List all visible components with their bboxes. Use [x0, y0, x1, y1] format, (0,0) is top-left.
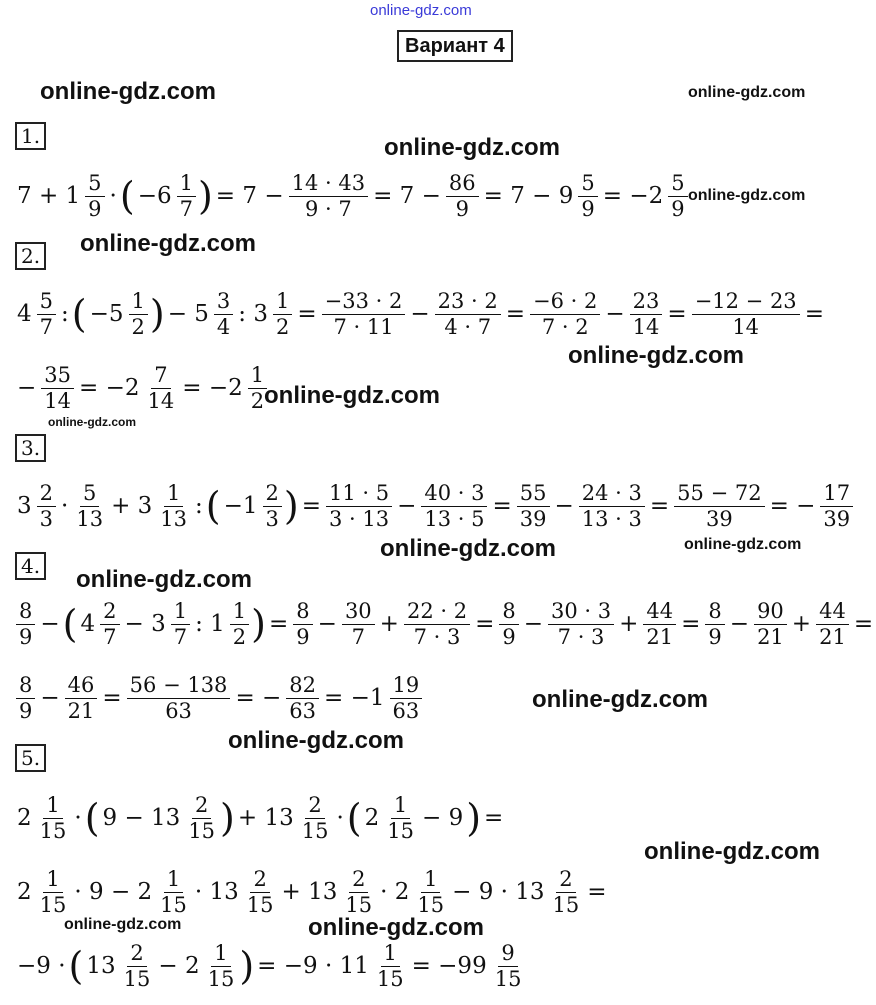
fraction-numerator: 2 — [263, 481, 282, 506]
fraction-numerator: 1 — [381, 941, 400, 966]
fraction-denominator: 13 · 5 — [424, 506, 485, 531]
fraction-denominator: 14 — [147, 388, 175, 413]
fraction-denominator: 15 — [39, 818, 67, 843]
fraction-numerator: 1 — [43, 793, 62, 818]
fraction-numerator: 1 — [177, 171, 196, 196]
fraction — [499, 599, 518, 648]
fraction-numerator: 2 — [192, 793, 211, 818]
fraction-numerator: 2 — [100, 599, 119, 624]
fraction — [421, 481, 487, 530]
open-paren: ( — [68, 944, 84, 988]
math-text: = −99 — [411, 953, 487, 979]
fraction-numerator: 5 — [668, 171, 687, 196]
fraction-denominator: 14 — [632, 314, 660, 339]
fraction — [643, 599, 676, 648]
fraction-numerator: 17 — [820, 481, 853, 506]
fraction — [263, 481, 282, 530]
fraction-denominator: 2 — [276, 314, 290, 339]
fraction — [342, 867, 375, 916]
math-text: 9 − 13 — [102, 805, 181, 831]
fraction-numerator: 3 — [214, 289, 233, 314]
fraction-denominator: 15 — [160, 892, 187, 917]
task-number: 5. — [15, 744, 46, 772]
math-text: = − — [235, 685, 282, 711]
fraction — [185, 793, 218, 842]
fraction — [244, 867, 277, 916]
math-text: = — [297, 301, 317, 327]
fraction-numerator: 8 — [16, 599, 35, 624]
math-text: = — [102, 685, 122, 711]
close-paren: ) — [149, 292, 165, 336]
fraction — [705, 599, 724, 648]
math-text: 4 — [17, 301, 32, 327]
math-line — [14, 782, 506, 854]
math-text: − — [17, 375, 37, 401]
fraction-denominator: 7 — [351, 624, 365, 649]
math-text: − 2 — [158, 953, 200, 979]
open-paren: ( — [62, 602, 78, 646]
fraction — [668, 171, 687, 220]
math-text: + 13 — [237, 805, 294, 831]
math-text: 7 + 1 — [17, 183, 81, 209]
math-text: = −2 — [79, 375, 140, 401]
watermark: online-gdz.com — [688, 84, 806, 101]
math-text: · 13 — [194, 879, 239, 905]
fraction-numerator: 22 · 2 — [404, 599, 470, 624]
fraction-denominator: 15 — [387, 818, 414, 843]
math-text: − 5 — [167, 301, 209, 327]
watermark: online-gdz.com — [40, 78, 216, 105]
fraction-denominator: 2 — [131, 314, 145, 339]
fraction-denominator: 7 — [103, 624, 117, 649]
math-text: · — [109, 183, 117, 209]
fraction-denominator: 9 — [296, 624, 310, 649]
fraction-numerator: 55 — [517, 481, 550, 506]
fraction-numerator: 44 — [643, 599, 676, 624]
fraction-numerator: 2 — [127, 941, 146, 966]
math-text: − — [40, 611, 60, 637]
fraction — [248, 363, 267, 412]
fraction-numerator: 1 — [164, 867, 183, 892]
fraction-denominator: 39 — [823, 506, 851, 531]
math-text: : 3 — [238, 301, 268, 327]
fraction-numerator: 1 — [211, 941, 230, 966]
fraction-denominator: 7 — [179, 196, 193, 221]
watermark: online-gdz.com — [684, 536, 802, 553]
fraction-numerator: 8 — [705, 599, 724, 624]
fraction-denominator: 15 — [417, 892, 445, 917]
math-text: · 2 — [380, 879, 410, 905]
math-text: − — [317, 611, 337, 637]
math-text: = −1 — [324, 685, 385, 711]
fraction-numerator: −33 · 2 — [322, 289, 406, 314]
math-line — [14, 930, 526, 1002]
fraction — [754, 599, 787, 648]
math-text: − — [410, 301, 430, 327]
fraction-numerator: 2 — [250, 867, 269, 892]
fraction-numerator: −12 − 23 — [692, 289, 800, 314]
fraction-numerator: 14 · 43 — [289, 171, 368, 196]
fraction-numerator: 82 — [286, 673, 319, 698]
math-text: − — [729, 611, 750, 637]
fraction-numerator: 24 · 3 — [579, 481, 645, 506]
watermark: online-gdz.com — [64, 916, 182, 933]
math-text: = — [492, 493, 512, 519]
fraction-denominator: 63 — [392, 698, 420, 723]
math-line — [14, 278, 827, 350]
fraction-denominator: 7 — [39, 314, 54, 339]
fraction-numerator: 8 — [293, 599, 312, 624]
fraction-denominator: 7 · 2 — [541, 314, 589, 339]
math-text: = — [269, 611, 289, 637]
fraction-denominator: 7 · 11 — [333, 314, 394, 339]
fraction — [273, 289, 292, 338]
task-number: 1. — [15, 122, 46, 150]
fraction-denominator: 9 — [708, 624, 722, 649]
fraction — [214, 289, 233, 338]
math-text: = — [853, 611, 874, 637]
math-text: : 1 — [195, 611, 225, 637]
math-text: = — [475, 611, 495, 637]
open-paren: ( — [346, 796, 362, 840]
math-text: + — [791, 611, 812, 637]
fraction-denominator: 15 — [188, 818, 216, 843]
fraction-numerator: 2 — [305, 793, 324, 818]
fraction-denominator: 15 — [552, 892, 580, 917]
fraction-numerator: 1 — [248, 363, 267, 388]
math-line — [14, 856, 610, 928]
fraction — [446, 171, 479, 220]
fraction-numerator: 1 — [391, 793, 410, 818]
fraction-denominator: 21 — [757, 624, 784, 649]
watermark: online-gdz.com — [48, 415, 136, 429]
math-text: = −9 · 11 — [257, 953, 369, 979]
watermark: online-gdz.com — [644, 838, 820, 865]
math-text: = — [804, 301, 824, 327]
math-text: 2 — [17, 879, 32, 905]
watermark: online-gdz.com — [80, 230, 256, 257]
math-text: 2 — [364, 805, 380, 831]
math-text: 13 — [86, 953, 116, 979]
fraction — [390, 673, 423, 722]
math-text: 4 — [80, 611, 96, 637]
fraction — [322, 289, 406, 338]
watermark: online-gdz.com — [384, 134, 560, 161]
fraction — [205, 941, 238, 990]
fraction-numerator: 1 — [164, 481, 183, 506]
fraction — [530, 289, 600, 338]
fraction-numerator: 5 — [80, 481, 99, 506]
fraction — [374, 941, 407, 990]
fraction-denominator: 2 — [232, 624, 247, 649]
math-text: = — [681, 611, 701, 637]
fraction — [37, 289, 56, 338]
fraction — [37, 481, 56, 530]
fraction-denominator: 9 — [581, 196, 595, 221]
fraction-denominator: 3 · 13 — [328, 506, 390, 531]
close-paren: ) — [251, 602, 266, 646]
fraction — [289, 171, 368, 220]
fraction-numerator: 2 — [37, 481, 56, 506]
math-line — [14, 352, 269, 424]
fraction — [579, 481, 645, 530]
fraction-numerator: 35 — [41, 363, 74, 388]
math-line — [14, 470, 855, 542]
fraction — [820, 481, 853, 530]
fraction-denominator: 13 — [160, 506, 188, 531]
fraction — [177, 171, 196, 220]
fraction — [16, 599, 35, 648]
fraction — [492, 941, 525, 990]
fraction — [414, 867, 447, 916]
fraction — [37, 793, 70, 842]
fraction-numerator: 1 — [43, 867, 62, 892]
fraction — [286, 673, 319, 722]
watermark: online-gdz.com — [264, 382, 440, 409]
fraction-denominator: 15 — [246, 892, 274, 917]
close-paren: ) — [239, 944, 255, 988]
fraction — [578, 171, 597, 220]
math-line — [14, 160, 690, 232]
fraction — [548, 599, 614, 648]
fraction-denominator: 63 — [289, 698, 317, 723]
fraction-denominator: 9 — [88, 196, 102, 221]
watermark: online-gdz.com — [76, 566, 252, 593]
fraction-numerator: 30 · 3 — [548, 599, 614, 624]
fraction-denominator: 2 — [250, 388, 265, 413]
math-text: − 3 — [124, 611, 166, 637]
fraction-denominator: 15 — [376, 966, 404, 991]
fraction-numerator: 1 — [230, 599, 249, 624]
math-text: − — [523, 611, 543, 637]
math-text: = — [667, 301, 687, 327]
fraction — [16, 673, 35, 722]
math-text: − — [397, 493, 417, 519]
watermark: online-gdz.com — [228, 727, 404, 754]
math-text: = — [505, 301, 526, 327]
fraction — [127, 673, 231, 722]
variant-title: Вариант 4 — [397, 30, 513, 62]
math-text: = — [649, 493, 670, 519]
math-text: : — [61, 301, 69, 327]
open-paren: ( — [205, 484, 221, 528]
fraction-numerator: 55 − 72 — [674, 481, 764, 506]
math-text: 2 — [17, 805, 32, 831]
math-text: = 7 − — [373, 183, 441, 209]
fraction-numerator: 19 — [390, 673, 423, 698]
math-text: −9 · — [17, 953, 66, 979]
fraction-numerator: 46 — [65, 673, 98, 698]
fraction — [692, 289, 800, 338]
fraction-denominator: 9 · 7 — [304, 196, 352, 221]
fraction-denominator: 14 — [732, 314, 760, 339]
math-text: = 7 − 9 — [483, 183, 574, 209]
fraction-denominator: 14 — [44, 388, 72, 413]
watermark: online-gdz.com — [532, 686, 708, 713]
math-text: + — [619, 611, 639, 637]
fraction — [816, 599, 849, 648]
math-text: − 9 · 13 — [452, 879, 545, 905]
fraction — [100, 599, 119, 648]
fraction-denominator: 15 — [123, 966, 151, 991]
fraction-numerator: 7 — [151, 363, 170, 388]
fraction-numerator: 1 — [171, 599, 190, 624]
fraction-numerator: −6 · 2 — [530, 289, 600, 314]
fraction-denominator: 15 — [345, 892, 373, 917]
math-text: −6 — [137, 183, 172, 209]
fraction-denominator: 13 · 3 — [581, 506, 642, 531]
fraction-numerator: 56 − 138 — [127, 673, 231, 698]
watermark: online-gdz.com — [568, 342, 744, 369]
math-text: −1 — [223, 493, 258, 519]
fraction — [73, 481, 106, 530]
fraction-numerator: 44 — [816, 599, 849, 624]
fraction-denominator: 7 · 3 — [413, 624, 461, 649]
fraction — [171, 599, 190, 648]
fraction-denominator: 21 — [646, 624, 674, 649]
fraction-numerator: 8 — [499, 599, 518, 624]
fraction — [299, 793, 332, 842]
fraction-denominator: 15 — [301, 818, 329, 843]
fraction-denominator: 15 — [494, 966, 522, 991]
fraction-denominator: 21 — [67, 698, 95, 723]
fraction-numerator: 5 — [37, 289, 56, 314]
fraction — [293, 599, 312, 648]
fraction — [674, 481, 764, 530]
fraction — [384, 793, 417, 842]
fraction-numerator: 5 — [85, 171, 104, 196]
math-text: + 13 — [281, 879, 338, 905]
fraction-numerator: 2 — [349, 867, 368, 892]
fraction — [157, 867, 190, 916]
fraction-denominator: 9 — [19, 624, 33, 649]
math-text: · — [336, 805, 344, 831]
fraction-denominator: 9 — [455, 196, 469, 221]
fraction-numerator: 40 · 3 — [421, 481, 487, 506]
fraction — [41, 363, 74, 412]
fraction — [129, 289, 148, 338]
open-paren: ( — [84, 796, 100, 840]
watermark: online-gdz.com — [688, 187, 806, 204]
math-text: = −2 — [602, 183, 664, 209]
math-text: · — [61, 493, 69, 519]
fraction — [157, 481, 190, 530]
math-text: = — [587, 879, 607, 905]
math-text: + 3 — [111, 493, 153, 519]
math-line — [14, 662, 424, 734]
math-text: = — [484, 805, 504, 831]
fraction-denominator: 13 — [76, 506, 104, 531]
fraction — [342, 599, 375, 648]
open-paren: ( — [71, 292, 87, 336]
math-text: − — [605, 301, 625, 327]
fraction-numerator: 23 · 2 — [435, 289, 501, 314]
open-paren: ( — [119, 174, 135, 218]
site-top-link[interactable]: online-gdz.com — [370, 2, 472, 19]
watermark: online-gdz.com — [308, 914, 484, 941]
fraction-denominator: 4 · 7 — [444, 314, 492, 339]
fraction — [230, 599, 249, 648]
fraction-numerator: 5 — [578, 171, 597, 196]
fraction-denominator: 39 — [519, 506, 547, 531]
fraction-denominator: 63 — [165, 698, 192, 723]
fraction — [404, 599, 470, 648]
math-text: · 9 − 2 — [74, 879, 153, 905]
fraction-denominator: 21 — [819, 624, 846, 649]
fraction — [37, 867, 70, 916]
close-paren: ) — [466, 796, 482, 840]
fraction — [326, 481, 392, 530]
math-text: −5 — [89, 301, 124, 327]
math-text: 3 — [17, 493, 32, 519]
math-text: = −2 — [182, 375, 243, 401]
fraction-numerator: 8 — [16, 673, 35, 698]
fraction — [435, 289, 501, 338]
fraction — [65, 673, 98, 722]
math-text: : — [195, 493, 203, 519]
fraction-numerator: 23 — [630, 289, 663, 314]
fraction-denominator: 15 — [39, 892, 67, 917]
fraction-numerator: 2 — [556, 867, 575, 892]
close-paren: ) — [220, 796, 235, 840]
fraction — [517, 481, 550, 530]
fraction-numerator: 1 — [129, 289, 148, 314]
task-number: 2. — [15, 242, 46, 270]
close-paren: ) — [197, 174, 213, 218]
fraction — [85, 171, 104, 220]
math-line — [14, 588, 876, 660]
watermark: online-gdz.com — [380, 535, 556, 562]
fraction-numerator: 1 — [421, 867, 440, 892]
task-number: 4. — [15, 552, 46, 580]
fraction-denominator: 3 — [39, 506, 54, 531]
fraction — [121, 941, 154, 990]
fraction-numerator: 86 — [446, 171, 479, 196]
math-text: − — [554, 493, 574, 519]
fraction-numerator: 30 — [342, 599, 375, 624]
fraction-denominator: 39 — [706, 506, 733, 531]
math-text: + — [379, 611, 399, 637]
math-text: = — [301, 493, 321, 519]
fraction-denominator: 15 — [207, 966, 235, 991]
close-paren: ) — [283, 484, 299, 528]
fraction-numerator: 1 — [273, 289, 292, 314]
fraction-denominator: 4 — [216, 314, 231, 339]
math-text: = − — [769, 493, 816, 519]
fraction — [550, 867, 583, 916]
fraction-numerator: 9 — [498, 941, 517, 966]
fraction-numerator: 90 — [754, 599, 787, 624]
fraction-denominator: 7 — [173, 624, 188, 649]
fraction — [630, 289, 663, 338]
math-text: − 9 — [421, 805, 464, 831]
fraction-denominator: 9 — [671, 196, 685, 221]
task-number: 3. — [15, 434, 46, 462]
math-text: · — [74, 805, 82, 831]
math-text: = 7 − — [215, 183, 284, 209]
fraction — [145, 363, 178, 412]
fraction-numerator: 11 · 5 — [326, 481, 392, 506]
fraction-denominator: 7 · 3 — [557, 624, 605, 649]
fraction-denominator: 9 — [19, 698, 33, 723]
fraction-denominator: 9 — [502, 624, 516, 649]
fraction-denominator: 3 — [265, 506, 279, 531]
math-text: − — [40, 685, 60, 711]
